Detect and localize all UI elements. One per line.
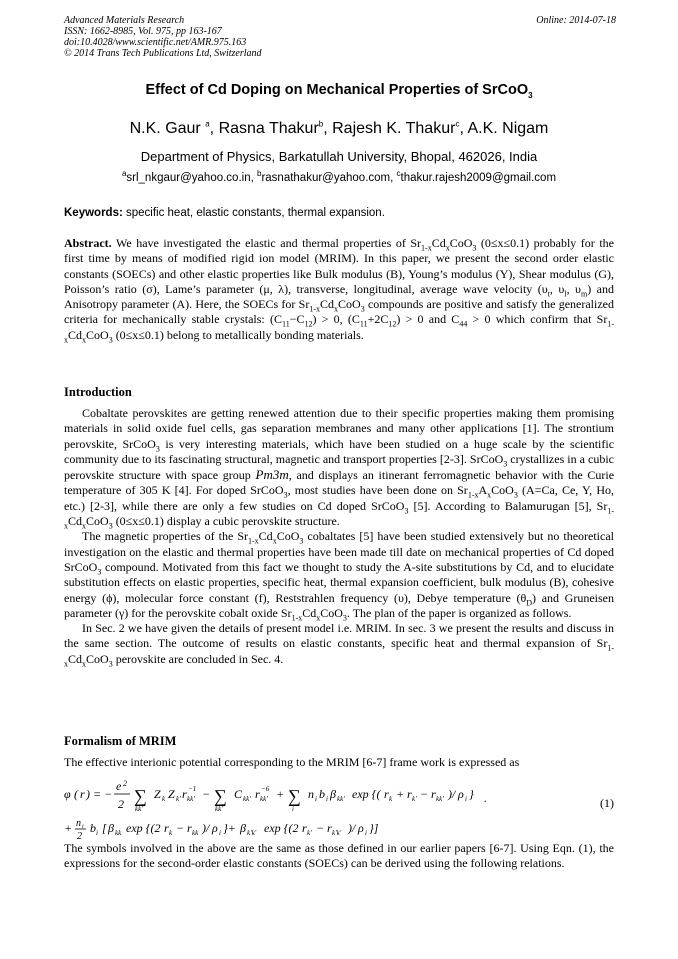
sub: l	[564, 289, 567, 299]
svg-text:+: +	[396, 787, 405, 801]
svg-text:e: e	[116, 779, 122, 793]
abstract-text: , υ	[566, 281, 581, 296]
svg-text:r: r	[164, 821, 169, 835]
equation-2-graphic	[64, 818, 614, 840]
text: (0≤x≤0.1) display a cubic perovskite structure.	[115, 514, 340, 529]
sub: x	[82, 521, 87, 531]
svg-text:kk': kk'	[436, 795, 444, 803]
svg-text:k'k': k'k'	[247, 829, 257, 837]
svg-text:exp {(2: exp {(2	[264, 821, 299, 835]
svg-text:exp {(2: exp {(2	[126, 821, 161, 835]
svg-text:k: k	[389, 795, 393, 803]
text: [5]. According to Balamurugan [5], Sr	[413, 498, 608, 513]
svg-text:−1: −1	[188, 785, 197, 793]
svg-text:k': k'	[412, 795, 417, 803]
text: , most studies have been done on Sr	[287, 483, 468, 498]
sub: 3	[472, 243, 477, 253]
sub: 3	[299, 536, 304, 546]
author-name: Rasna Thakur	[218, 120, 319, 137]
introduction-text	[64, 406, 614, 667]
svg-text:k: k	[169, 829, 173, 837]
svg-text:r: r	[327, 821, 332, 835]
title-text: Effect of Cd Doping on Mechanical Properties of SrCoO	[145, 82, 529, 98]
text: . The plan of the paper is organized as follows.	[346, 605, 572, 620]
svg-text:β: β	[108, 821, 114, 835]
sub: 1-x	[421, 243, 432, 253]
abstract-text: (0≤x≤0.1) belong to metallically bonding materials.	[115, 327, 364, 342]
svg-text:)/: )/	[202, 821, 210, 835]
abstract-text: CoO	[449, 236, 473, 250]
svg-text:C: C	[234, 787, 243, 801]
abstract-text: > 0 which confirm that Sr	[472, 312, 608, 327]
svg-text:k': k'	[176, 795, 181, 803]
sub: x	[316, 613, 321, 623]
svg-text:k: k	[162, 795, 166, 803]
sub: 12	[388, 319, 397, 329]
email-mark: c	[396, 169, 401, 179]
keywords-label: Keywords:	[64, 207, 123, 219]
svg-text:b: b	[90, 821, 96, 835]
svg-text:ρ: ρ	[212, 821, 218, 835]
svg-text:r: r	[431, 787, 436, 801]
text: Cd	[68, 651, 83, 666]
sub: 3	[513, 490, 518, 500]
svg-text:i: i	[219, 829, 221, 837]
sub: t	[547, 289, 550, 299]
svg-text:.: .	[484, 791, 487, 805]
sub: x	[487, 490, 492, 500]
svg-text:r: r	[384, 787, 389, 801]
sub: m	[580, 289, 588, 299]
author-name: N.K. Gaur	[129, 120, 201, 137]
abstract-label: Abstract.	[64, 236, 112, 250]
sub: x	[272, 536, 277, 546]
sub: 3	[503, 459, 508, 469]
svg-text:+: +	[276, 787, 285, 801]
svg-text:∑: ∑	[214, 786, 227, 806]
svg-text:n: n	[76, 818, 81, 829]
svg-text:+: +	[64, 821, 73, 835]
svg-text:kk': kk'	[215, 805, 223, 813]
email-mark: a	[121, 169, 127, 179]
sub: 3	[155, 443, 160, 453]
sub: 44	[459, 319, 468, 329]
formalism-text-2: The symbols involved in the above are the same as those defined in our earlier papers [6-7]. Using Eqn. (1), the expressions for the second-order elastic constants (SOECs) can be derived using the following relations.	[64, 841, 614, 871]
keywords-text: specific heat, elastic constants, thermal expansion.	[126, 207, 385, 219]
svg-text:}: }	[469, 787, 474, 801]
svg-text:β: β	[330, 787, 336, 801]
sub: 1-x	[291, 613, 303, 623]
text: compound. Motivated from this fact we thought to study the A-site substitutions by Cd, and to elucidate substitution effects on elastic properties, specific heat, thermal expansion coefficient, bulk modulus (B), cohesive energy (ϕ), molecular force constant (f), Reststrahlen frequency (υ), Debye temperature (θ	[64, 559, 615, 605]
journal-header	[64, 15, 616, 59]
sub: x	[445, 243, 450, 253]
equation-number: (1)	[600, 796, 614, 810]
svg-text:−: −	[316, 821, 325, 835]
svg-text:n: n	[308, 787, 314, 801]
svg-text:kk': kk'	[337, 795, 345, 803]
sub: 3	[97, 567, 102, 577]
svg-text:kk': kk'	[243, 795, 251, 803]
online-date: Online: 2014-07-18	[536, 15, 616, 26]
sub: 11	[281, 319, 290, 329]
svg-text:r: r	[182, 787, 187, 801]
svg-text:k'k': k'k'	[332, 829, 342, 837]
svg-text:}]: }]	[369, 821, 379, 835]
author-mark: c	[455, 119, 460, 129]
sub: 1-x	[309, 304, 320, 314]
text: CoO	[276, 529, 300, 544]
svg-text:−: −	[202, 787, 211, 801]
text: Cobaltate perovskites are getting renewed attention due to their specific properties making them promising materials in solid oxide fuel cells, gas separation membranes and many other applications [1]. The strontium perovskite, SrCoO	[64, 406, 614, 451]
text: is very interesting materials, which have been studied on a huge scale by the scientific community due to its fascinating structural, magnetic and transport properties [2-3]. SrCoO	[64, 436, 615, 466]
email-mark: b	[257, 169, 262, 179]
svg-text:ρ: ρ	[358, 821, 364, 835]
svg-text:ρ: ρ	[458, 787, 464, 801]
sub: 3	[404, 506, 409, 516]
svg-text:kk': kk'	[135, 805, 143, 813]
svg-text:k': k'	[307, 829, 312, 837]
svg-text:kk: kk	[192, 829, 199, 837]
abstract-text: Cd	[431, 236, 446, 250]
abstract-text: , υ	[549, 281, 565, 296]
svg-text:i: i	[326, 795, 328, 803]
section-heading-introduction: Introduction	[64, 385, 132, 399]
text: Cd	[68, 514, 83, 529]
keywords	[64, 207, 385, 219]
paper-title	[0, 82, 678, 98]
text: cobaltates [5] have been studied extensively but no theoretical investigation on the elastic and thermal properties have been made till date on mechanical properties of Cd doped SrCoO	[64, 529, 615, 574]
section-heading-formalism: Formalism of MRIM	[64, 734, 177, 748]
sub: 12	[304, 319, 313, 329]
sub: x	[82, 335, 87, 345]
svg-text:r: r	[80, 787, 85, 801]
text: A	[478, 483, 488, 498]
svg-text:2: 2	[77, 831, 82, 840]
svg-text:r: r	[407, 787, 412, 801]
equation-1-graphic	[64, 778, 614, 816]
email-address: thakur.rajesh2009@gmail.com	[400, 172, 557, 184]
svg-text:i: i	[82, 824, 84, 830]
svg-text:−: −	[176, 821, 185, 835]
abstract-text: +2C	[367, 312, 389, 327]
sub: x	[82, 659, 87, 669]
svg-text:Z: Z	[154, 787, 161, 801]
text: CoO	[86, 651, 109, 666]
svg-text:i: i	[465, 795, 467, 803]
abstract-text: ) > 0, (C	[312, 312, 360, 327]
text: CoO	[320, 605, 343, 620]
sub: x	[334, 304, 339, 314]
text: Cd	[258, 529, 273, 544]
sub: 1-x	[467, 490, 479, 500]
svg-text:(: (	[74, 787, 78, 801]
text: (A=Ca, Ce, Y, Ho, etc.) [2-3], while there are only a few studies on Cd doped SrCoO	[64, 483, 614, 513]
svg-text:∑: ∑	[134, 786, 147, 806]
author-mark: b	[318, 119, 324, 129]
text: CoO	[86, 514, 109, 529]
svg-text:kk': kk'	[260, 795, 268, 803]
text: CoO	[491, 483, 514, 498]
doi-line: doi:10.4028/www.scientific.net/AMR.975.163	[64, 37, 247, 48]
svg-text:Z: Z	[168, 787, 175, 801]
paragraph	[64, 621, 614, 667]
sub: 3	[283, 490, 288, 500]
author-name: Rajesh K. Thakur	[332, 120, 456, 137]
text: ) and Gruneisen parameter (γ) for the perovskite cobalt oxide Sr	[64, 590, 615, 620]
formalism-text: The effective interionic potential corresponding to the MRIM [6-7] frame work is expressed as	[64, 755, 520, 769]
title-subscript: 3	[528, 90, 533, 100]
sub: 1-x	[64, 319, 615, 345]
affiliation: Department of Physics, Barkatullah University, Bhopal, 462026, India	[140, 149, 538, 164]
sub: 1-x	[248, 536, 259, 546]
sub: 3	[108, 335, 113, 345]
svg-text:kk': kk'	[187, 795, 195, 803]
abstract-text: (0≤x≤0.1) probably for the first time by means of modified rigid ion model (MRIM). In this paper, we present the second order elastic constants (SOECs) and other elastic properties like Bulk modulus (B), Young’s modulus (Y), Shear modulus (G), Poisson’s ratio (σ), Lame’s parameter (μ, λ), transverse, longitudinal, average wave velocity (υ	[64, 236, 614, 296]
text: , and displays an itinerant ferromagnetic behavior with the Curie temperature of 305 K [4]. For doped SrCoO	[64, 468, 615, 498]
text: In Sec. 2 we have given the details of present model i.e. MRIM. In sec. 3 we present the results and discuss in the same section. The outcome of results on elastic constants, specific heat and thermal expansion of Sr	[64, 621, 614, 651]
svg-text:i: i	[365, 829, 367, 837]
author-list: N.K. Gaur $^a$, Rasna Thakur$^b$, Rajesh K. Thakur$^c$, A.K. Nigam	[129, 119, 549, 137]
copyright-line: © 2014 Trans Tech Publications Ltd, Switzerland	[64, 48, 262, 59]
svg-text:β: β	[240, 821, 246, 835]
email-address: srl_nkgaur@yahoo.co.in,	[126, 172, 254, 184]
abstract-text: We have investigated the elastic and thermal properties of Sr	[115, 236, 422, 250]
sub: 1-x	[64, 506, 614, 531]
sub: 3	[108, 521, 113, 531]
svg-text:2: 2	[118, 797, 124, 811]
equation-line-1	[64, 778, 614, 820]
svg-text:i: i	[315, 795, 317, 803]
sub: 3	[342, 613, 347, 623]
space-group: Pm3m	[255, 467, 289, 483]
author-name: A.K. Nigam	[467, 120, 549, 137]
svg-text:∑: ∑	[288, 786, 301, 806]
text: crystallizes in a cubic perovskite structure with space group	[64, 451, 614, 483]
abstract-text: Cd	[320, 297, 335, 312]
svg-text:)/: )/	[448, 787, 456, 801]
abstract-text: ) > 0 and C	[396, 312, 460, 327]
sub: 3	[360, 304, 365, 314]
svg-text:2: 2	[123, 779, 127, 788]
svg-text:exp {(: exp {(	[352, 787, 381, 801]
svg-text:)/: )/	[348, 821, 356, 835]
sub: 11	[359, 319, 368, 329]
svg-text:i: i	[96, 829, 98, 837]
sub: 1-x	[64, 643, 614, 669]
paragraph	[64, 529, 614, 621]
abstract-text: Cd	[68, 327, 83, 342]
abstract	[64, 236, 614, 343]
svg-text:) = −: ) = −	[86, 787, 113, 801]
journal-name: Advanced Materials Research	[64, 15, 185, 26]
text: Cd	[302, 605, 317, 620]
abstract-text: compounds are positive and satisfy the generalized criteria for mechanically stable crystals: (C	[64, 297, 614, 327]
email-line	[0, 169, 678, 184]
svg-text:−6: −6	[261, 785, 270, 793]
svg-text:i: i	[292, 805, 294, 813]
issn-line: ISSN: 1662-8985, Vol. 975, pp 163-167	[64, 26, 222, 37]
svg-text:−: −	[420, 787, 429, 801]
svg-text:[: [	[102, 821, 107, 835]
author-mark: a	[205, 119, 210, 129]
svg-text:r: r	[302, 821, 307, 835]
text: perovskite are concluded in Sec. 4.	[115, 651, 284, 666]
sub: 3	[108, 659, 113, 669]
svg-text:r: r	[255, 787, 260, 801]
email-address: rasnathakur@yahoo.com,	[261, 172, 394, 184]
abstract-text: −C	[289, 312, 305, 327]
svg-text:kk: kk	[115, 829, 122, 837]
abstract-text: ) and Anisotropy parameter (A). Here, the SOECs for Sr	[64, 281, 614, 312]
svg-text:}+: }+	[223, 821, 236, 835]
svg-text:r: r	[187, 821, 192, 835]
text: The magnetic properties of the Sr	[82, 529, 248, 544]
svg-text:φ: φ	[64, 787, 71, 801]
abstract-text: CoO	[338, 297, 361, 312]
svg-text:b: b	[319, 787, 325, 801]
paragraph	[64, 406, 614, 529]
abstract-text: CoO	[86, 327, 109, 342]
sub: D	[526, 597, 533, 607]
